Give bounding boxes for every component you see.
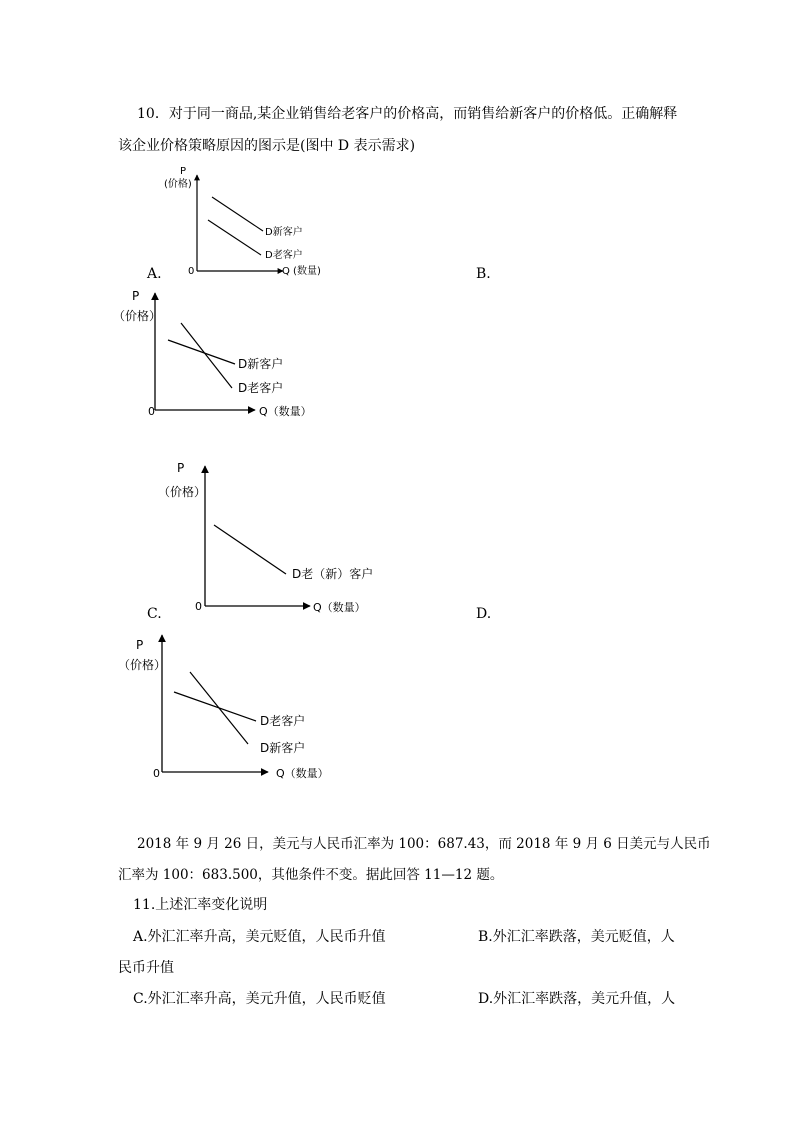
graph-d (118, 630, 338, 780)
graph-a-p-label: P (180, 166, 187, 177)
graph-d-steep-label: D新客户 (260, 741, 306, 755)
graph-b-steep-line (181, 323, 232, 388)
intro-line2: 汇率为 100：683.500，其他条件不变。据此回答 11—12 题。 (118, 867, 504, 883)
intro-line1: 2018 年 9 月 26 日，美元与人民币汇率为 100：687.43，而 2018 年 9 月 6 日美元与人民币 (137, 836, 711, 852)
option-c-label: C. (147, 606, 162, 622)
q11-option-a: A.外汇汇率升高，美元贬值，人民币升值 (133, 929, 386, 945)
graph-a-q-label: Q (数量) (282, 266, 321, 277)
q10-stem-line1: 10．对于同一商品,某企业销售给老客户的价格高，而销售给新客户的价格低。正确解释 (137, 106, 678, 122)
graph-b (115, 288, 315, 428)
graph-d-price-label: （价格） (118, 658, 167, 672)
graph-b-flat-line (168, 340, 235, 364)
graph-b-steep-label: D老客户 (238, 381, 284, 395)
graph-c-curve-label: D老（新）客户 (292, 567, 374, 581)
q11-option-b-part2: 民币升值 (118, 960, 174, 976)
graph-a (164, 165, 325, 277)
graph-b-price-label: （价格） (113, 309, 162, 323)
q11-option-d-part1: D.外汇汇率跌落，美元升值，人 (478, 991, 676, 1007)
q11-option-b-part1: B.外汇汇率跌落，美元贬值，人 (478, 929, 675, 945)
graph-a-origin: 0 (188, 266, 195, 277)
q10-stem-line2: 该企业价格策略原因的图示是(图中 D 表示需求) (118, 138, 416, 154)
graph-d-flat-label: D老客户 (260, 714, 306, 728)
q11-option-c: C.外汇汇率升高，美元升值，人民币贬值 (133, 991, 386, 1007)
graph-c (160, 458, 380, 618)
graph-d-flat-line (174, 692, 256, 721)
option-d-label: D. (476, 606, 492, 622)
graph-a-lower-label: D老客户 (265, 250, 303, 261)
graph-c-demand-line (214, 525, 286, 574)
graph-c-p-label: P (177, 461, 185, 475)
graph-d-p-label: P (136, 638, 144, 652)
graph-b-flat-label: D新客户 (238, 357, 284, 371)
q11-stem: 11.上述汇率变化说明 (133, 897, 268, 913)
graph-c-price-label: （价格） (158, 485, 207, 499)
graph-c-origin: 0 (195, 600, 202, 613)
graph-d-q-label: Q（数量） (276, 767, 329, 780)
option-a-label: A. (147, 266, 162, 282)
graph-b-q-label: Q（数量） (259, 405, 312, 418)
graph-a-lower-line (208, 220, 261, 255)
graph-d-origin: 0 (153, 767, 160, 780)
graph-a-upper-line (212, 197, 263, 231)
graph-a-price-label: (价格) (164, 179, 192, 190)
option-b-label: B. (476, 266, 491, 282)
graph-c-q-label: Q（数量） (313, 601, 366, 614)
graph-b-origin: 0 (148, 405, 155, 418)
graph-b-p-label: P (132, 289, 140, 303)
graph-a-upper-label: D新客户 (265, 227, 303, 238)
